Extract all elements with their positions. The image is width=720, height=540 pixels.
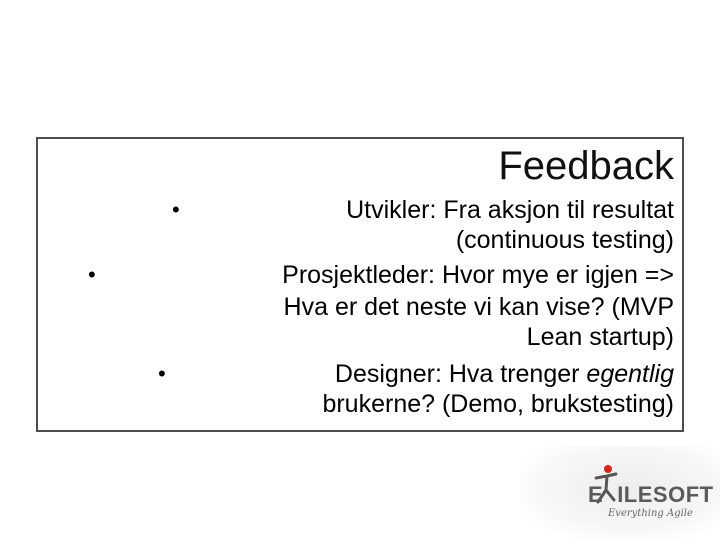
content-box xyxy=(36,137,684,432)
bullet-icon: • xyxy=(158,361,166,386)
bullet-item-2-line-3: Lean startup) xyxy=(526,323,674,351)
bullet-item-2-line-2: Hva er det neste vi kan vise? (MVP xyxy=(283,293,674,321)
bullet-icon: • xyxy=(88,262,96,287)
bullet-item-3-line-2: brukerne? (Demo, brukstesting) xyxy=(322,390,674,418)
bullet-item-1-line-2: (continuous testing) xyxy=(455,226,674,254)
bullet-item-2-line-1: Prosjektleder: Hvor mye er igjen => xyxy=(282,261,674,289)
bullet-item-3-line-1 xyxy=(335,359,674,389)
logo-text-end: ILESOFT xyxy=(617,482,714,507)
bullet-icon: • xyxy=(172,197,180,222)
logo-tagline: Everything Agile xyxy=(608,508,693,519)
bullet-item-1-line-1: Utvikler: Fra aksjon til resultat xyxy=(346,196,674,224)
logo-wordmark xyxy=(588,482,714,508)
emphasis-text: egentlig xyxy=(586,360,674,388)
logo-text-start: E xyxy=(588,482,604,507)
bullet-item-3-prefix: Designer: Hva trenger xyxy=(334,360,587,388)
company-logo xyxy=(520,446,720,540)
slide-title: Feedback xyxy=(498,144,674,188)
